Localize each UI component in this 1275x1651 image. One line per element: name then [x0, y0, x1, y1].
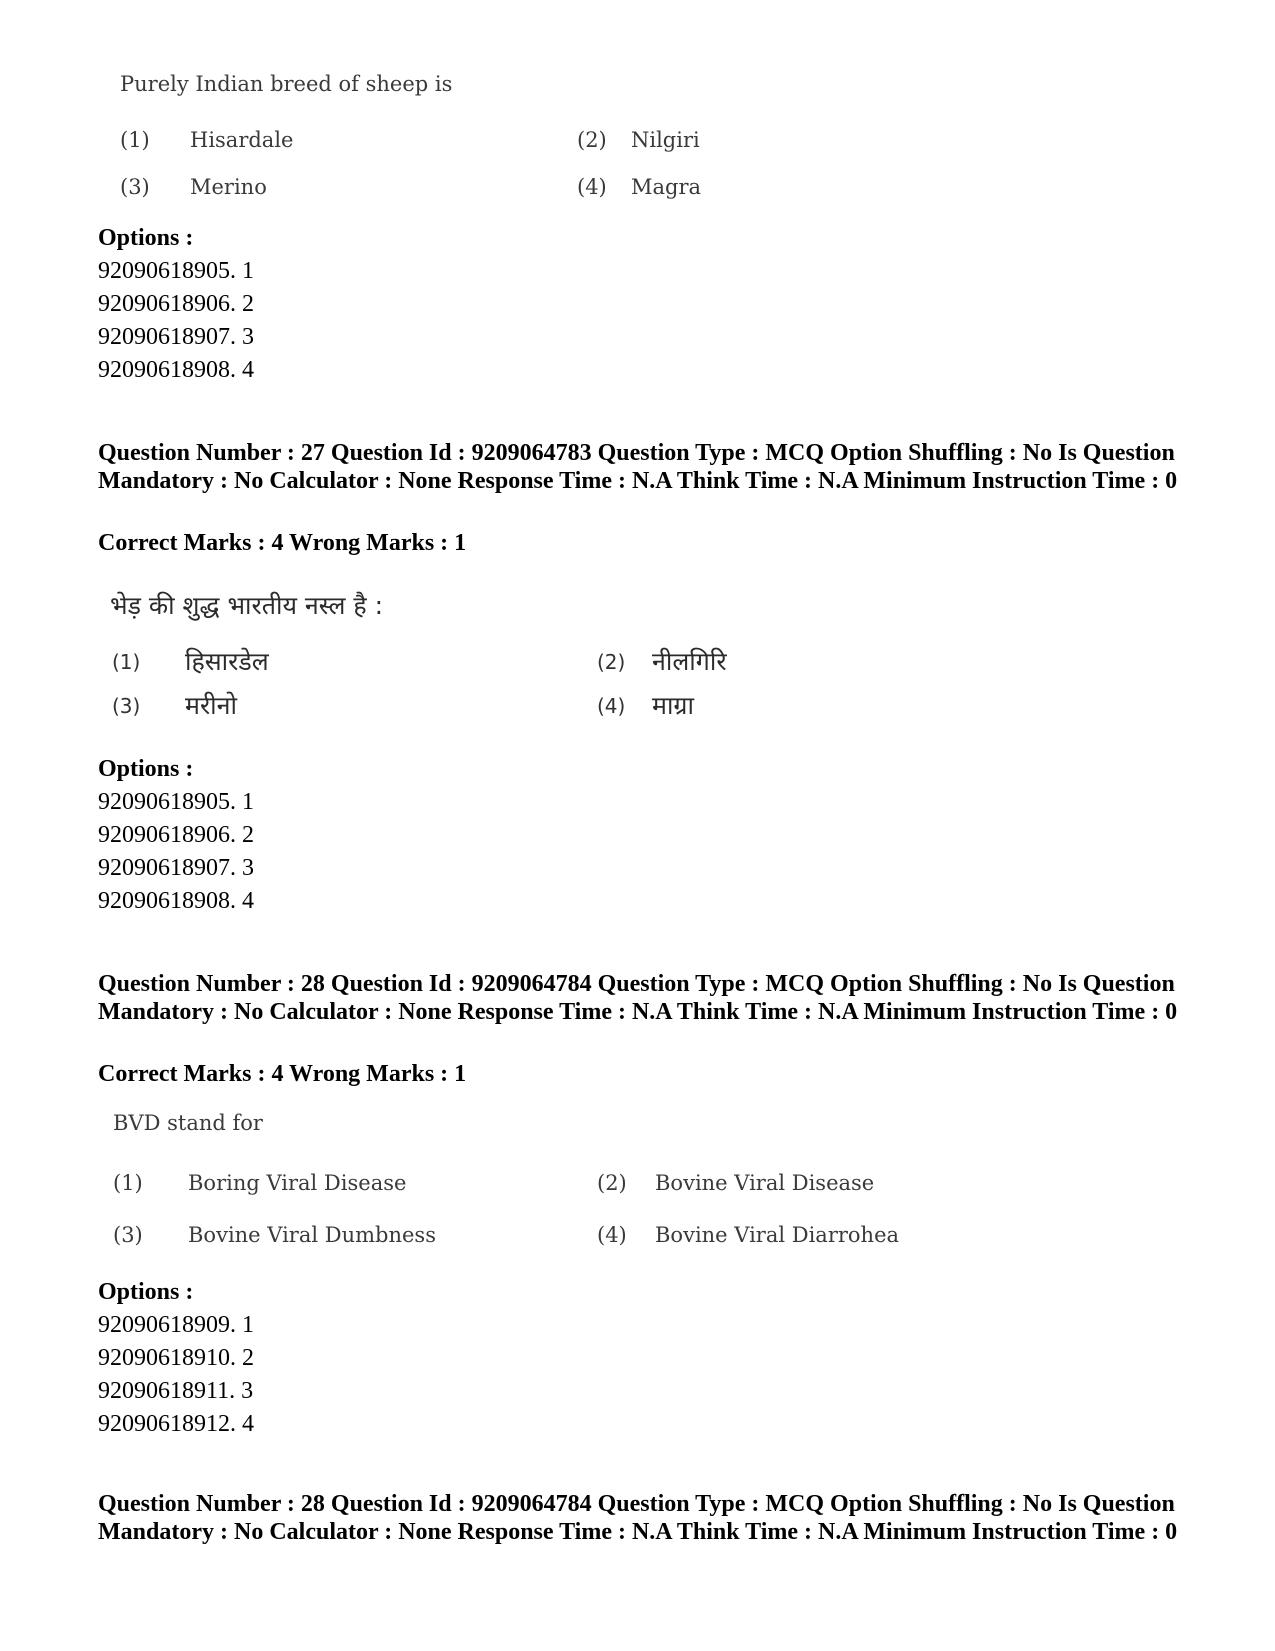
q28-choice-4-text: Bovine Viral Diarrohea — [655, 1223, 900, 1247]
q28-choice-3-num: (3) — [113, 1223, 143, 1247]
q28b-meta: Question Number : 28 Question Id : 9209064784 Question Type : MCQ Option Shuffling : No Is Question Mandatory : No Calculator : None Response Time : N.A Think Time : N.A Minimum Instruction Time : 0 — [98, 1491, 1178, 1545]
q27-choice-3-num: (3) — [112, 694, 141, 718]
q26-choice-1-text: Hisardale — [190, 128, 294, 152]
q27-choice-1-text: हिसारडेल — [185, 647, 269, 676]
q27-option-1: 92090618905. 1 — [98, 789, 254, 815]
q28-options-label: Options : — [98, 1279, 194, 1305]
q26-option-4: 92090618908. 4 — [98, 357, 254, 383]
q26-option-2: 92090618906. 2 — [98, 291, 254, 317]
q26-options-label: Options : — [98, 225, 194, 251]
q27-choice-2-text: नीलगिरि — [652, 647, 727, 676]
q26-stem: Purely Indian breed of sheep is — [120, 72, 453, 96]
q28-choice-4-num: (4) — [597, 1223, 627, 1247]
q27-choice-4-num: (4) — [597, 694, 626, 718]
q27-option-2: 92090618906. 2 — [98, 822, 254, 848]
q27-options — [98, 753, 254, 918]
q28-option-3: 92090618911. 3 — [98, 1378, 254, 1404]
q27-options-label: Options : — [98, 756, 194, 782]
q26-choice-4-text: Magra — [631, 175, 702, 199]
q26-choice-1-num: (1) — [120, 128, 150, 152]
q28-option-2: 92090618910. 2 — [98, 1345, 254, 1371]
q26-choice-4-num: (4) — [577, 175, 607, 199]
q27-marks: Correct Marks : 4 Wrong Marks : 1 — [98, 530, 467, 556]
q26-choice-3-num: (3) — [120, 175, 150, 199]
q27-choice-2-num: (2) — [597, 650, 626, 674]
q26-options — [98, 222, 254, 387]
q26-choice-3-text: Merino — [190, 175, 267, 199]
q28-choice-2-text: Bovine Viral Disease — [655, 1171, 875, 1195]
q28-choice-1-text: Boring Viral Disease — [188, 1171, 407, 1195]
q28-choice-3-text: Bovine Viral Dumbness — [188, 1223, 436, 1247]
q27-stem: भेड़ की शुद्ध भारतीय नस्ल है : — [110, 591, 384, 620]
q28-choice-1-num: (1) — [113, 1171, 143, 1195]
q27-choice-1-num: (1) — [112, 650, 141, 674]
q28-marks: Correct Marks : 4 Wrong Marks : 1 — [98, 1061, 467, 1087]
q28-choice-2-num: (2) — [597, 1171, 627, 1195]
q28-meta: Question Number : 28 Question Id : 9209064784 Question Type : MCQ Option Shuffling : No Is Question Mandatory : No Calculator : None Response Time : N.A Think Time : N.A Minimum Instruction Time : 0 — [98, 971, 1178, 1025]
q28-options — [98, 1276, 254, 1441]
q26-option-1: 92090618905. 1 — [98, 258, 254, 284]
q27-option-3: 92090618907. 3 — [98, 855, 254, 881]
q26-option-3: 92090618907. 3 — [98, 324, 254, 350]
q27-choice-3-text: मरीनो — [185, 691, 238, 720]
q28-option-1: 92090618909. 1 — [98, 1312, 254, 1338]
q27-option-4: 92090618908. 4 — [98, 888, 254, 914]
q26-choice-2-text: Nilgiri — [631, 128, 700, 152]
q27-meta: Question Number : 27 Question Id : 9209064783 Question Type : MCQ Option Shuffling : No Is Question Mandatory : No Calculator : None Response Time : N.A Think Time : N.A Minimum Instruction Time : 0 — [98, 440, 1178, 494]
q26-choice-2-num: (2) — [577, 128, 607, 152]
q28-option-4: 92090618912. 4 — [98, 1411, 254, 1437]
q27-choice-4-text: माग्रा — [652, 691, 695, 720]
q28-stem: BVD stand for — [113, 1111, 263, 1135]
